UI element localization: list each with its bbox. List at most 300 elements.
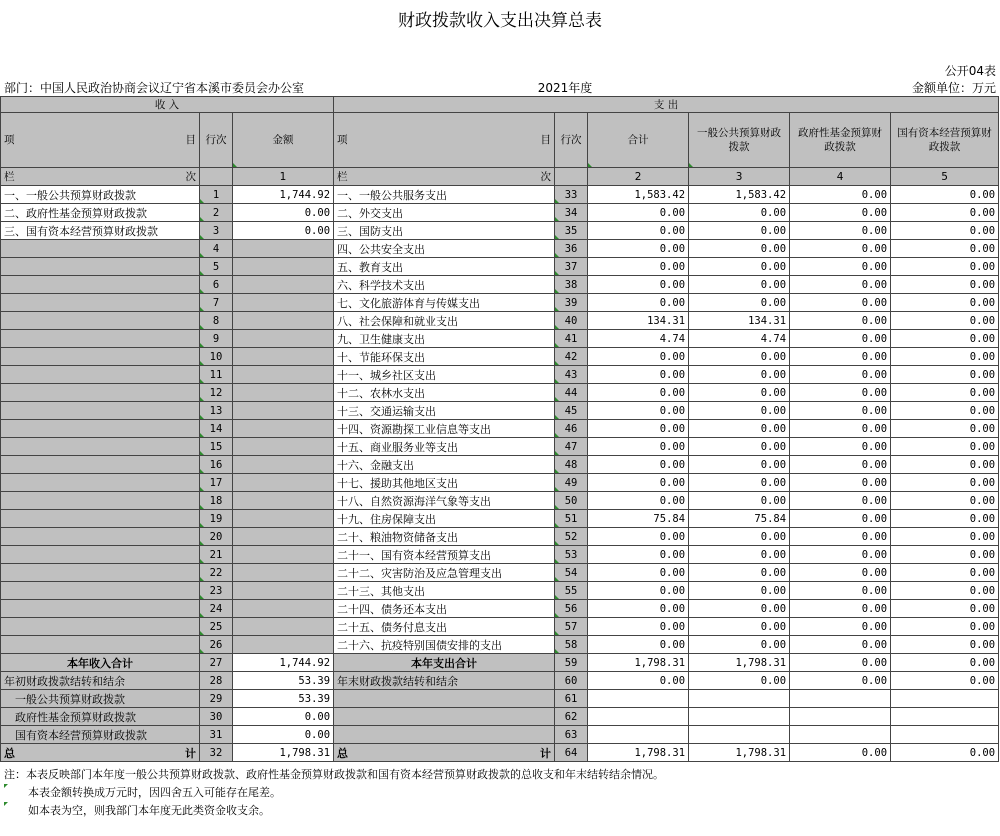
income-row-no: 9 (200, 330, 233, 348)
expense-item: 七、文化旅游体育与传媒支出 (334, 294, 555, 312)
income-row-no: 20 (200, 528, 233, 546)
income-item (1, 618, 200, 636)
general-budget-amount: 134.31 (689, 312, 790, 330)
expense-total: 0.00 (588, 240, 689, 258)
table-row (1, 402, 999, 420)
general-budget-amount: 0.00 (689, 420, 790, 438)
income-item (1, 564, 200, 582)
income-amount (233, 510, 334, 528)
col-index-5: 5 (891, 168, 999, 186)
state-capital-amount: 0.00 (891, 312, 999, 330)
expense-total: 0.00 (588, 294, 689, 312)
expense-row-no: 34 (555, 204, 588, 222)
expense-item: 九、卫生健康支出 (334, 330, 555, 348)
expense-item: 二十、粮油物资储备支出 (334, 528, 555, 546)
income-row-no: 1 (200, 186, 233, 204)
expense-item: 十六、金融支出 (334, 456, 555, 474)
expense-total: 0.00 (588, 564, 689, 582)
table-row (1, 510, 999, 528)
expense-total: 0.00 (588, 582, 689, 600)
income-amount (233, 492, 334, 510)
income-item (1, 312, 200, 330)
expense-total: 0.00 (588, 420, 689, 438)
income-amount (233, 456, 334, 474)
expense-total: 0.00 (588, 204, 689, 222)
state-capital-amount: 0.00 (891, 582, 999, 600)
state-capital-amount: 0.00 (891, 510, 999, 528)
income-row-no: 32 (200, 744, 233, 762)
expense-row-no: 39 (555, 294, 588, 312)
column-index-row (1, 168, 999, 186)
table-row (1, 276, 999, 294)
expense-row-no: 44 (555, 384, 588, 402)
general-budget-header: 一般公共预算财政拨款 (689, 113, 790, 168)
general-budget-amount: 0.00 (689, 366, 790, 384)
table-row (1, 600, 999, 618)
expense-row-no: 37 (555, 258, 588, 276)
expense-total: 0.00 (588, 276, 689, 294)
income-amount (233, 258, 334, 276)
fund-budget-amount: 0.00 (790, 222, 891, 240)
income-subtotal-amount: 1,744.92 (233, 654, 334, 672)
table-row (1, 294, 999, 312)
state-capital-amount: 0.00 (891, 276, 999, 294)
income-section-header: 收 入 (1, 97, 334, 113)
general-budget-amount: 0.00 (689, 276, 790, 294)
expense-section-header: 支 出 (334, 97, 999, 113)
expense-row-no: 43 (555, 366, 588, 384)
general-budget-amount: 0.00 (689, 528, 790, 546)
income-amount (233, 240, 334, 258)
fund-budget-amount: 0.00 (790, 564, 891, 582)
income-row-no: 27 (200, 654, 233, 672)
general-budget-amount: 0.00 (689, 600, 790, 618)
state-capital-amount: 0.00 (891, 240, 999, 258)
expense-row-no: 49 (555, 474, 588, 492)
table-row (1, 186, 999, 204)
state-capital-amount: 0.00 (891, 456, 999, 474)
general-budget-amount (689, 708, 790, 726)
income-row-no: 14 (200, 420, 233, 438)
income-amount (233, 438, 334, 456)
expense-total: 1,798.31 (588, 654, 689, 672)
expense-row-no: 48 (555, 456, 588, 474)
state-capital-amount: 0.00 (891, 348, 999, 366)
expense-col-index-blank (555, 168, 588, 186)
expense-total: 0.00 (588, 438, 689, 456)
general-budget-amount: 0.00 (689, 258, 790, 276)
table-row (1, 438, 999, 456)
income-col-index-blank (200, 168, 233, 186)
expense-total: 1,798.31 (588, 744, 689, 762)
expense-total: 0.00 (588, 546, 689, 564)
expense-row-no: 52 (555, 528, 588, 546)
footnote-2: 本表金额转换成万元时，因四舍五入可能存在尾差。 (4, 784, 664, 802)
fund-budget-amount: 0.00 (790, 438, 891, 456)
expense-item: 十三、交通运输支出 (334, 402, 555, 420)
expense-row-no: 61 (555, 690, 588, 708)
fund-budget-amount (790, 690, 891, 708)
fund-budget-amount (790, 726, 891, 744)
income-row-no: 13 (200, 402, 233, 420)
report-title: 财政拨款收入支出决算总表 (398, 11, 602, 31)
expense-total-header: 合计 (588, 113, 689, 168)
state-capital-amount: 0.00 (891, 672, 999, 690)
expense-item: 一、一般公共服务支出 (334, 186, 555, 204)
income-row-no: 24 (200, 600, 233, 618)
income-row-no: 19 (200, 510, 233, 528)
income-row-no: 17 (200, 474, 233, 492)
income-row-no: 30 (200, 708, 233, 726)
table-row (1, 384, 999, 402)
income-rowno-header: 行次 (200, 113, 233, 168)
expense-total (588, 690, 689, 708)
subtotal-row (1, 654, 999, 672)
income-amount (233, 384, 334, 402)
expense-row-no: 58 (555, 636, 588, 654)
general-budget-amount: 0.00 (689, 618, 790, 636)
expense-item: 二十三、其他支出 (334, 582, 555, 600)
income-amount (233, 330, 334, 348)
expense-row-no: 56 (555, 600, 588, 618)
expense-row-no: 53 (555, 546, 588, 564)
state-capital-amount: 0.00 (891, 438, 999, 456)
carry-row (1, 672, 999, 690)
expense-row-no: 45 (555, 402, 588, 420)
income-item (1, 600, 200, 618)
expense-total: 134.31 (588, 312, 689, 330)
fund-budget-amount: 0.00 (790, 330, 891, 348)
expense-item: 六、科学技术支出 (334, 276, 555, 294)
income-item: 政府性基金预算财政拨款 (1, 708, 200, 726)
general-budget-amount: 0.00 (689, 204, 790, 222)
fund-budget-amount (790, 708, 891, 726)
fund-budget-amount: 0.00 (790, 366, 891, 384)
general-budget-amount (689, 690, 790, 708)
footnote-1: 注：本表反映部门本年度一般公共预算财政拨款、政府性基金预算财政拨款和国有资本经营预算财政拨款的总收支和年末结转结余情况。 (4, 768, 664, 781)
general-budget-amount: 75.84 (689, 510, 790, 528)
expense-item: 二十六、抗疫特别国债安排的支出 (334, 636, 555, 654)
table-row (1, 564, 999, 582)
expense-row-no: 55 (555, 582, 588, 600)
expense-item: 二十四、债务还本支出 (334, 600, 555, 618)
income-amount: 0.00 (233, 204, 334, 222)
income-item: 年初财政拨款结转和结余 (1, 672, 200, 690)
income-amount: 0.00 (233, 726, 334, 744)
income-item (1, 528, 200, 546)
expense-row-no: 60 (555, 672, 588, 690)
income-item (1, 384, 200, 402)
income-item (1, 510, 200, 528)
expense-item (334, 708, 555, 726)
income-item (1, 474, 200, 492)
income-amount (233, 582, 334, 600)
general-budget-amount: 0.00 (689, 456, 790, 474)
general-budget-amount: 0.00 (689, 222, 790, 240)
general-budget-amount: 1,798.31 (689, 654, 790, 672)
state-capital-amount (891, 726, 999, 744)
income-amount (233, 636, 334, 654)
fund-budget-amount: 0.00 (790, 276, 891, 294)
income-row-no: 16 (200, 456, 233, 474)
state-capital-amount: 0.00 (891, 420, 999, 438)
general-budget-amount: 0.00 (689, 564, 790, 582)
income-item (1, 330, 200, 348)
income-item (1, 546, 200, 564)
income-amount (233, 474, 334, 492)
income-grand-total-amount: 1,798.31 (233, 744, 334, 762)
income-amount (233, 546, 334, 564)
income-item (1, 402, 200, 420)
fund-budget-amount: 0.00 (790, 510, 891, 528)
expense-row-no: 54 (555, 564, 588, 582)
income-item: 二、政府性基金预算财政拨款 (1, 204, 200, 222)
state-capital-amount: 0.00 (891, 294, 999, 312)
general-budget-amount: 0.00 (689, 438, 790, 456)
form-number: 公开04表 (944, 64, 996, 78)
income-amount (233, 564, 334, 582)
state-capital-amount: 0.00 (891, 618, 999, 636)
state-capital-amount: 0.00 (891, 330, 999, 348)
table-row (1, 546, 999, 564)
expense-col-index-label: 栏 次 (334, 168, 555, 186)
general-budget-amount: 0.00 (689, 402, 790, 420)
expense-total: 75.84 (588, 510, 689, 528)
income-amount (233, 420, 334, 438)
income-row-no: 25 (200, 618, 233, 636)
expense-row-no: 33 (555, 186, 588, 204)
carry-row (1, 726, 999, 744)
income-item (1, 258, 200, 276)
expense-total: 0.00 (588, 222, 689, 240)
table-row (1, 348, 999, 366)
income-item: 一、一般公共预算财政拨款 (1, 186, 200, 204)
general-budget-amount: 1,798.31 (689, 744, 790, 762)
expense-total: 0.00 (588, 600, 689, 618)
state-capital-amount: 0.00 (891, 186, 999, 204)
fund-budget-amount: 0.00 (790, 312, 891, 330)
income-row-no: 12 (200, 384, 233, 402)
fund-budget-amount: 0.00 (790, 744, 891, 762)
expense-total: 0.00 (588, 672, 689, 690)
income-amount: 53.39 (233, 672, 334, 690)
expense-item: 十四、资源勘探工业信息等支出 (334, 420, 555, 438)
state-capital-amount (891, 708, 999, 726)
expense-row-no: 51 (555, 510, 588, 528)
income-amount: 1,744.92 (233, 186, 334, 204)
state-capital-amount: 0.00 (891, 564, 999, 582)
expense-item (334, 690, 555, 708)
income-amount (233, 402, 334, 420)
income-item (1, 582, 200, 600)
expense-item: 三、国防支出 (334, 222, 555, 240)
expense-item: 四、公共安全支出 (334, 240, 555, 258)
fund-budget-amount: 0.00 (790, 546, 891, 564)
income-amount (233, 366, 334, 384)
fund-budget-amount: 0.00 (790, 672, 891, 690)
general-budget-amount: 0.00 (689, 672, 790, 690)
general-budget-amount: 0.00 (689, 384, 790, 402)
expense-row-no: 59 (555, 654, 588, 672)
table-row (1, 474, 999, 492)
footnotes (4, 766, 664, 820)
table-row (1, 636, 999, 654)
state-capital-amount (891, 690, 999, 708)
income-amount: 0.00 (233, 708, 334, 726)
expense-row-no: 40 (555, 312, 588, 330)
expense-item-header: 项 目 (334, 113, 555, 168)
expense-item: 十二、农林水支出 (334, 384, 555, 402)
expense-total: 0.00 (588, 402, 689, 420)
table-row (1, 528, 999, 546)
expense-item: 八、社会保障和就业支出 (334, 312, 555, 330)
fund-budget-amount: 0.00 (790, 294, 891, 312)
income-row-no: 4 (200, 240, 233, 258)
expense-item: 二十二、灾害防治及应急管理支出 (334, 564, 555, 582)
col-index-1: 1 (233, 168, 334, 186)
income-item (1, 366, 200, 384)
fund-budget-amount: 0.00 (790, 348, 891, 366)
general-budget-amount: 0.00 (689, 582, 790, 600)
expense-item: 年末财政拨款结转和结余 (334, 672, 555, 690)
fund-budget-amount: 0.00 (790, 600, 891, 618)
expense-item: 五、教育支出 (334, 258, 555, 276)
expense-row-no: 63 (555, 726, 588, 744)
expense-total: 0.00 (588, 258, 689, 276)
income-item (1, 438, 200, 456)
fund-budget-amount: 0.00 (790, 492, 891, 510)
expense-row-no: 46 (555, 420, 588, 438)
fund-budget-amount: 0.00 (790, 636, 891, 654)
expense-row-no: 47 (555, 438, 588, 456)
fund-budget-header: 政府性基金预算财政拨款 (790, 113, 891, 168)
income-item-header: 项 目 (1, 113, 200, 168)
general-budget-amount: 0.00 (689, 492, 790, 510)
state-capital-amount: 0.00 (891, 384, 999, 402)
state-capital-amount: 0.00 (891, 366, 999, 384)
income-amount (233, 618, 334, 636)
income-amount (233, 600, 334, 618)
income-item (1, 240, 200, 258)
fund-budget-amount: 0.00 (790, 402, 891, 420)
income-row-no: 10 (200, 348, 233, 366)
general-budget-amount: 0.00 (689, 348, 790, 366)
expense-grand-total-label: 总 计 (334, 744, 555, 762)
carry-row (1, 690, 999, 708)
state-capital-amount: 0.00 (891, 402, 999, 420)
income-row-no: 22 (200, 564, 233, 582)
fund-budget-amount: 0.00 (790, 204, 891, 222)
income-item (1, 294, 200, 312)
expense-item: 十、节能环保支出 (334, 348, 555, 366)
grand-total-row (1, 744, 999, 762)
table-row (1, 258, 999, 276)
income-row-no: 7 (200, 294, 233, 312)
state-capital-amount: 0.00 (891, 258, 999, 276)
general-budget-amount: 0.00 (689, 294, 790, 312)
footnote-3: 如本表为空，则我部门本年度无此类资金收支余。 (4, 802, 664, 820)
income-subtotal-label: 本年收入合计 (1, 654, 200, 672)
general-budget-amount (689, 726, 790, 744)
state-capital-header: 国有资本经营预算财政拨款 (891, 113, 999, 168)
income-row-no: 3 (200, 222, 233, 240)
expense-item: 二、外交支出 (334, 204, 555, 222)
state-capital-amount: 0.00 (891, 600, 999, 618)
fund-budget-amount: 0.00 (790, 384, 891, 402)
income-row-no: 26 (200, 636, 233, 654)
income-item (1, 456, 200, 474)
fund-budget-amount: 0.00 (790, 240, 891, 258)
income-amount (233, 312, 334, 330)
fund-budget-amount: 0.00 (790, 654, 891, 672)
general-budget-amount: 4.74 (689, 330, 790, 348)
expense-item: 十七、援助其他地区支出 (334, 474, 555, 492)
income-item (1, 276, 200, 294)
state-capital-amount: 0.00 (891, 204, 999, 222)
table-row (1, 312, 999, 330)
income-item: 一般公共预算财政拨款 (1, 690, 200, 708)
income-item: 国有资本经营预算财政拨款 (1, 726, 200, 744)
income-row-no: 18 (200, 492, 233, 510)
state-capital-amount: 0.00 (891, 654, 999, 672)
expense-total: 4.74 (588, 330, 689, 348)
expense-row-no: 36 (555, 240, 588, 258)
income-amount (233, 348, 334, 366)
table-row (1, 420, 999, 438)
table-row (1, 366, 999, 384)
income-row-no: 8 (200, 312, 233, 330)
income-item (1, 420, 200, 438)
state-capital-amount: 0.00 (891, 222, 999, 240)
department-label: 部门：中国人民政治协商会议辽宁省本溪市委员会办公室 (4, 81, 305, 95)
col-index-4: 4 (790, 168, 891, 186)
expense-total: 0.00 (588, 366, 689, 384)
expense-total: 0.00 (588, 474, 689, 492)
general-budget-amount: 0.00 (689, 240, 790, 258)
expense-total: 0.00 (588, 492, 689, 510)
expense-row-no: 41 (555, 330, 588, 348)
general-budget-amount: 1,583.42 (689, 186, 790, 204)
general-budget-amount: 0.00 (689, 636, 790, 654)
fund-budget-amount: 0.00 (790, 258, 891, 276)
budget-table (0, 96, 999, 762)
col-index-3: 3 (689, 168, 790, 186)
state-capital-amount: 0.00 (891, 492, 999, 510)
fund-budget-amount: 0.00 (790, 456, 891, 474)
income-amount: 53.39 (233, 690, 334, 708)
expense-subtotal-label: 本年支出合计 (334, 654, 555, 672)
income-row-no: 11 (200, 366, 233, 384)
expense-row-no: 42 (555, 348, 588, 366)
income-row-no: 29 (200, 690, 233, 708)
section-header-row (1, 97, 999, 113)
expense-item: 二十五、债务付息支出 (334, 618, 555, 636)
expense-total: 1,583.42 (588, 186, 689, 204)
income-item (1, 492, 200, 510)
expense-total: 0.00 (588, 348, 689, 366)
fund-budget-amount: 0.00 (790, 618, 891, 636)
expense-row-no: 35 (555, 222, 588, 240)
income-col-index-label: 栏 次 (1, 168, 200, 186)
income-item: 三、国有资本经营预算财政拨款 (1, 222, 200, 240)
income-row-no: 2 (200, 204, 233, 222)
expense-total: 0.00 (588, 384, 689, 402)
income-item (1, 348, 200, 366)
expense-row-no: 57 (555, 618, 588, 636)
state-capital-amount: 0.00 (891, 528, 999, 546)
expense-total: 0.00 (588, 636, 689, 654)
expense-row-no: 38 (555, 276, 588, 294)
